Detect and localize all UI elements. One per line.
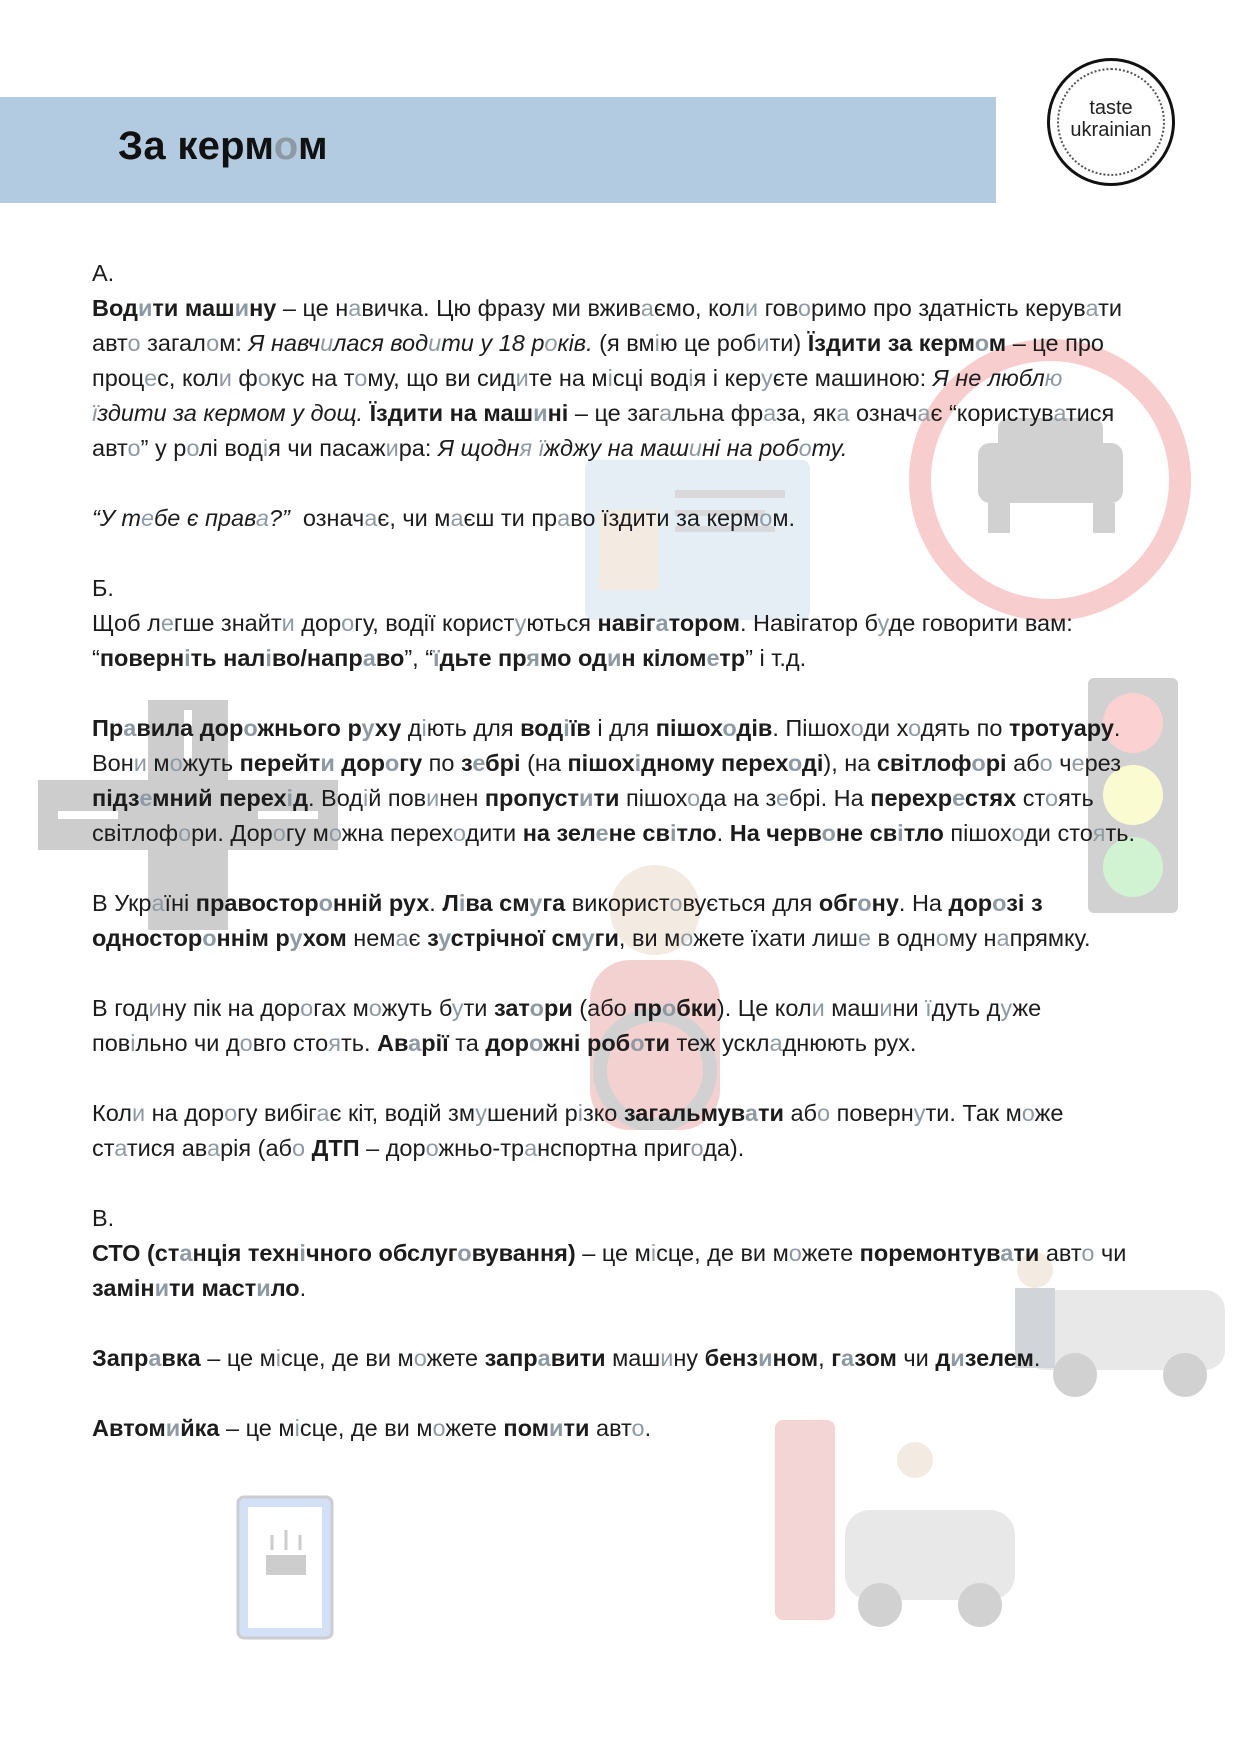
paragraph-b4: В годину пік на дорогах можуть бути затори (або пробки). Це коли машини їдуть дуже повільно чи довго стоять. Аварії та дорожні роботи теж ускладнюють рух. bbox=[92, 995, 1042, 1056]
main-text bbox=[92, 256, 1142, 1446]
paragraph-v1: СТО (станція технічного обслуговування) – це місце, де ви можете поремонтувати авто чи замінити мастило. bbox=[92, 1240, 1127, 1301]
paragraph-a2: “У тебе є права?” означає, чи маєш ти право їздити за кермом. bbox=[92, 505, 796, 531]
car-wash-sign-icon bbox=[236, 1495, 334, 1640]
paragraph-a: Водити машину – це навичка. Цю фразу ми вживаємо, коли говоримо про здатність керувати авто загалом: Я навчилася водити у 18 років. (я вмію це робити) Їздити за кермом – це про процес, коли фокус на тому, що ви сидите на місці водія і керуєте машиною: Я не люблю їздити за кермом у дощ. Їздити на машині – це загальна фраза, яка означає “користуватися авто” у ролі водія чи пасажира: Я щодня їжджу на машині на роботу. bbox=[92, 295, 1122, 461]
gas-station-icon bbox=[765, 1420, 1025, 1640]
section-a-label: А. bbox=[92, 260, 115, 286]
section-v-label: В. bbox=[92, 1205, 115, 1231]
paragraph-b5: Коли на дорогу вибігає кіт, водій змушений різко загальмувати або повернути. Так може статися аварія (або ДТП – дорожньо-транспортна пригода). bbox=[92, 1100, 1064, 1161]
taste-ukrainian-logo: taste ukrainian bbox=[1047, 58, 1175, 186]
paragraph-b2: Правила дорожнього руху діють для водіїв і для пішоходів. Пішоходи ходять по тротуaру. Вони можуть перейти дорогу по зебрі (на пішохідному переході), на світлофорі або через підземний перехід. Водій повинен пропустити пішохода на зебрі. На перехрестях стоять світлофори. Дорогу можна переходити на зелене світло. На червоне світло пішоходи стоять. bbox=[92, 715, 1136, 846]
section-b-label: Б. bbox=[92, 575, 114, 601]
paragraph-b3: В Україні правосторонній рух. Ліва смуга використовується для обгону. На дорозі з одностороннім рухом немає зустрічної смуги, ви можете їхати лише в одному напрямку. bbox=[92, 890, 1091, 951]
paragraph-v2: Заправка – це місце, де ви можете заправити машину бензином, газом чи дизелем. bbox=[92, 1345, 1041, 1371]
paragraph-v3: Автомийка – це місце, де ви можете помити авто. bbox=[92, 1415, 652, 1441]
page-title: За кермом bbox=[118, 124, 328, 168]
paragraph-b1: Щоб легше знайти дорогу, водії користуються навігатором. Навігатор буде говорити вам: “поверніть наліво/направо”, “їдьте прямо один кілометр” і т.д. bbox=[92, 610, 1073, 671]
